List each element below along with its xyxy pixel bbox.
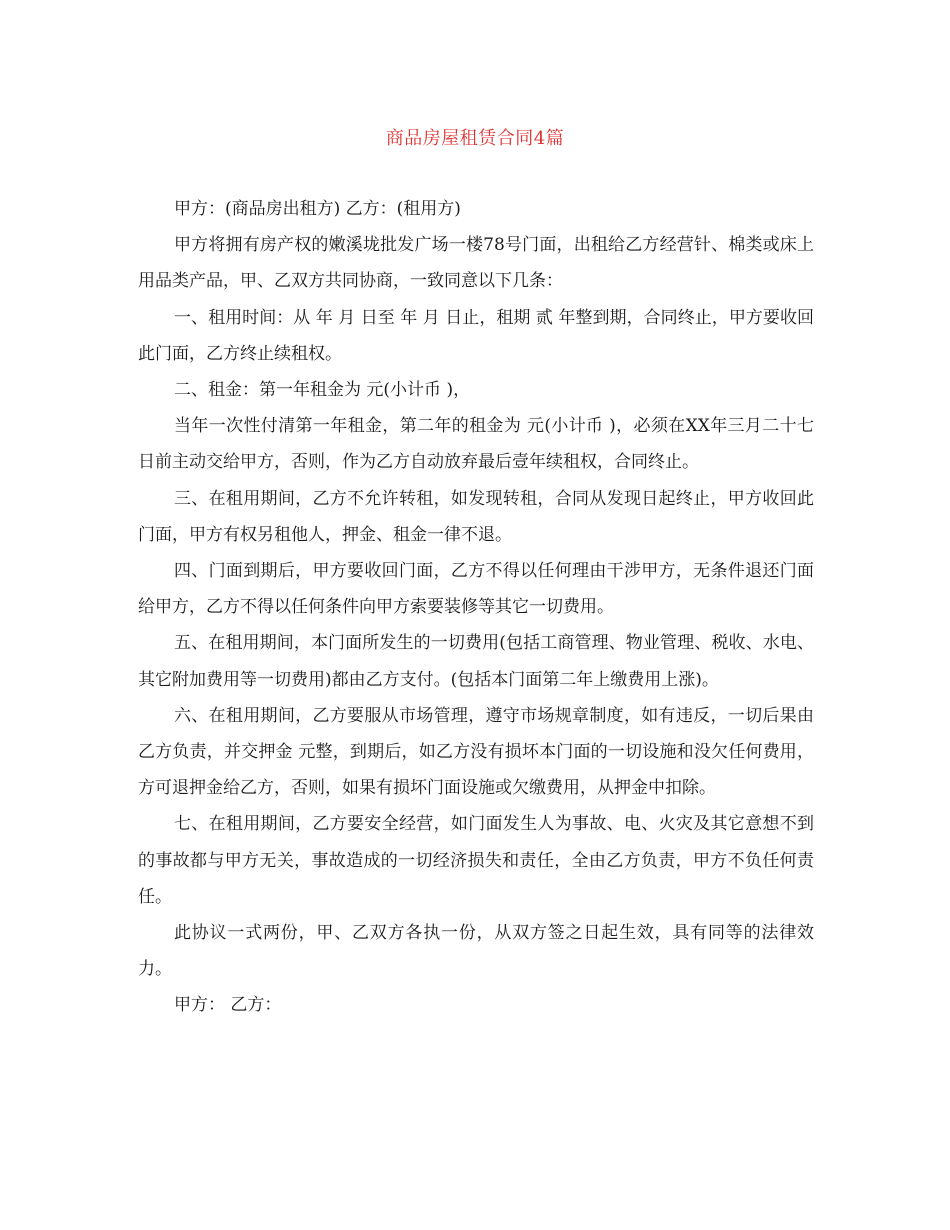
clause-7-safety: 七、在租用期间，乙方要安全经营，如门面发生人为事故、电、火灾及其它意想不到的事故都与甲方无关，事故造成的一切经济损失和责任，全由乙方负责，甲方不负任何责任。 — [138, 814, 814, 907]
clause-5-fees: 五、在租用期间，本门面所发生的一切费用(包括工商管理、物业管理、税收、水电、其它附加费用等一切费用)都由乙方支付。(包括本门面第二年上缴费用上涨)。 — [138, 633, 814, 690]
clause-1-lease-term: 一、租用时间：从 年 月 日至 年 月 日止，租期 贰 年整到期，合同终止，甲方要收回此门面，乙方终止续租权。 — [138, 307, 814, 364]
agreement-effect: 此协议一式两份，甲、乙双方各执一份，从双方签之日起生效，具有同等的法律效力。 — [138, 923, 814, 980]
signature-line: 甲方： 乙方： — [174, 995, 282, 1016]
parties-line: 甲方：(商品房出租方) 乙方：(租用方) — [174, 199, 461, 219]
clause-6-management: 六、在租用期间，乙方要服从市场管理，遵守市场规章制度，如有违反，一切后果由乙方负责，并交押金 元整，到期后，如乙方没有损坏本门面的一切设施和没欠任何费用，方可退押金给乙方，否则，如果有损坏门面设施或欠缴费用，从押金中扣除。 — [138, 705, 814, 799]
clause-2-rent: 二、租金：第一年租金为 元(小计币 )， — [174, 380, 471, 401]
document-body — [138, 191, 814, 1024]
document-title: 商品房屋租赁合同4篇 — [385, 128, 565, 149]
clause-3-sublease: 三、在租用期间，乙方不允许转租，如发现转租，合同从发现日起终止，甲方收回此门面，甲方有权另租他人，押金、租金一律不退。 — [138, 488, 814, 545]
clause-2-rent-payment: 当年一次性付清第一年租金，第二年的租金为 元(小计币 )，必须在XX年三月二十七日前主动交给甲方，否则，作为乙方自动放弃最后壹年续租权，合同终止。 — [138, 416, 814, 473]
clause-4-expiry: 四、门面到期后，甲方要收回门面，乙方不得以任何理由干涉甲方，无条件退还门面给甲方，乙方不得以任何条件向甲方索要装修等其它一切费用。 — [138, 561, 814, 618]
intro-paragraph: 甲方将拥有房产权的嫩溪垅批发广场一楼78号门面，出租给乙方经营针、棉类或床上用品类产品，甲、乙双方共同协商，一致同意以下几条： — [138, 235, 814, 292]
